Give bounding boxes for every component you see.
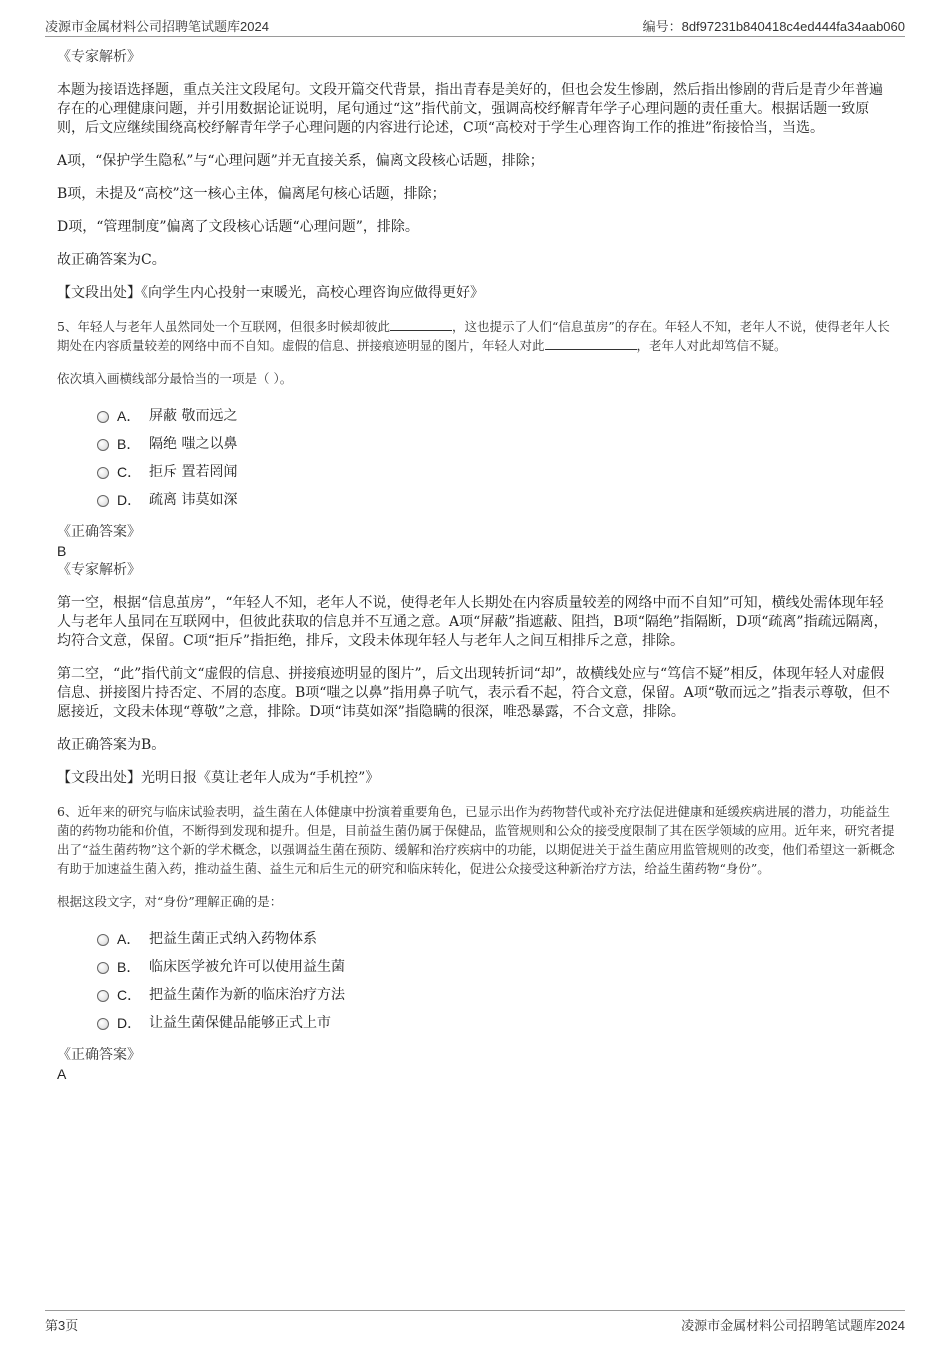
header-serial: 编号：8df97231b840418c4ed444fa34aab060 bbox=[642, 19, 905, 34]
page-header bbox=[45, 14, 905, 37]
radio-icon[interactable] bbox=[97, 934, 109, 946]
radio-icon[interactable] bbox=[97, 962, 109, 974]
header-title: 凌源市金属材料公司招聘笔试题库2024 bbox=[45, 19, 269, 34]
option-text: 临床医学被允许可以使用益生菌 bbox=[149, 959, 345, 975]
q5-source: 【文段出处】光明日报《莫让老年人成为“手机控”》 bbox=[57, 770, 380, 786]
footer-page-number: 第3页 bbox=[45, 1318, 79, 1333]
q6-option-a[interactable] bbox=[97, 925, 895, 953]
option-text: 疏离 讳莫如深 bbox=[149, 492, 238, 508]
footer-title: 凌源市金属材料公司招聘笔试题库2024 bbox=[681, 1318, 905, 1333]
radio-icon[interactable] bbox=[97, 495, 109, 507]
q5-stem-part2: ，这也提示了人们“信息茧房”的存在。年轻人不知，老年人不说，使得老年人长期处在内容质量较差的网络中而不自知。虚假的信息、拼接痕迹明显的图片，年轻人对此 bbox=[57, 319, 890, 353]
option-letter: D． bbox=[117, 1015, 142, 1031]
option-text: 屏蔽 敬而远之 bbox=[149, 408, 238, 424]
q4-conclusion: 故正确答案为C。 bbox=[57, 252, 166, 268]
q6-stem: 6、近年来的研究与临床试验表明，益生菌在人体健康中扮演着重要角色，已显示出作为药物替代或补充疗法促进健康和延缓疾病进展的潜力，功能益生菌的药物功能和价值，不断得到发现和提升。但是，目前益生菌仍属于保健品，监管规则和公众的接受度限制了其在医学领域的应用。近年来，研究者提出了“益生菌药物”这个新的学术概念，以强调益生菌在预防、缓解和治疗疾病中的功能，以期促进关于益生菌应用监管规则的改变，他们希望这一新概念有助于加速益生菌入药，推动益生菌、益生元和后生元的研究和临床转化，促进公众接受这种新治疗方法，给益生菌药物“身份”。 bbox=[57, 804, 895, 876]
q6-option-b[interactable] bbox=[97, 953, 895, 981]
option-text: 把益生菌作为新的临床治疗方法 bbox=[149, 987, 345, 1003]
option-text: 拒斥 置若罔闻 bbox=[149, 464, 238, 480]
q5-blank-1 bbox=[390, 318, 452, 331]
option-text: 让益生菌保健品能够正式上市 bbox=[149, 1015, 331, 1031]
q4-expert-label: 《专家解析》 bbox=[57, 49, 141, 65]
option-letter: C． bbox=[117, 987, 142, 1003]
option-letter: B． bbox=[117, 436, 141, 452]
q5-options bbox=[57, 402, 895, 514]
option-letter: C． bbox=[117, 464, 142, 480]
q4-analysis-option-d: D项，“管理制度”偏离了文段核心话题“心理问题”，排除。 bbox=[57, 219, 419, 235]
q6-option-c[interactable] bbox=[97, 981, 895, 1009]
radio-icon[interactable] bbox=[97, 990, 109, 1002]
q5-stem-part3: ，老年人对此却笃信不疑。 bbox=[636, 338, 787, 353]
q5-expert-label: 《专家解析》 bbox=[57, 562, 141, 578]
q5-blank-2 bbox=[545, 337, 637, 350]
q6-option-d[interactable] bbox=[97, 1009, 895, 1037]
q5-conclusion: 故正确答案为B。 bbox=[57, 737, 166, 753]
option-letter: B． bbox=[117, 959, 141, 975]
option-text: 把益生菌正式纳入药物体系 bbox=[149, 931, 317, 947]
q6-answer-label: 《正确答案》 bbox=[57, 1047, 141, 1063]
q5-option-c[interactable] bbox=[97, 458, 895, 486]
q5-analysis-paragraph-1: 第一空，根据“信息茧房”，“年轻人不知，老年人不说，使得老年人长期处在内容质量较差的网络中而不自知”可知，横线处需体现年轻人与老年人虽同在互联网中，但彼此获取的信息并不互通之意。A项“屏蔽”指遮蔽、阻挡，B项“隔绝”指隔断，D项“疏离”指疏远隔离，均符合文意，保留。C项“拒斥”指拒绝，排斥，文段未体现年轻人与老年人之间互相排斥之意，排除。 bbox=[57, 595, 888, 649]
page-footer bbox=[45, 1310, 905, 1332]
q5-option-b[interactable] bbox=[97, 430, 895, 458]
page-content bbox=[57, 47, 895, 1083]
q5-analysis-paragraph-2: 第二空，“此”指代前文“虚假的信息、拼接痕迹明显的图片”，后文出现转折词“却”，故横线处应与“笃信不疑”相反，体现年轻人对虚假信息、拼接图片持否定、不屑的态度。B项“嗤之以鼻”指用鼻子吭气，表示看不起，符合文意，保留。A项“敬而远之”指表示尊敬，但不愿接近，文段未体现“尊敬”之意，排除。D项“讳莫如深”指隐瞒的很深，唯恐暴露，不合文意，排除。 bbox=[57, 666, 891, 720]
q6-options bbox=[57, 925, 895, 1037]
radio-icon[interactable] bbox=[97, 1018, 109, 1030]
radio-icon[interactable] bbox=[97, 439, 109, 451]
option-letter: A． bbox=[117, 408, 141, 424]
q5-option-a[interactable] bbox=[97, 402, 895, 430]
q5-prompt: 依次填入画横线部分最恰当的一项是（ ）。 bbox=[57, 371, 293, 386]
q4-analysis-paragraph: 本题为接语选择题，重点关注文段尾句。文段开篇交代背景，指出青春是美好的，但也会发生惨剧，然后指出惨剧的背后是青少年普遍存在的心理健康问题，并引用数据论证说明，尾句通过“这”指代前文，强调高校纾解青年学子心理问题的责任重大。根据话题一致原则，后文应继续围绕高校纾解青年学子心理问题的内容进行论述，C项“高校对于学生心理咨询工作的推进”衔接恰当，当选。 bbox=[57, 82, 883, 136]
q4-source: 【文段出处】《向学生内心投射一束暖光，高校心理咨询应做得更好》 bbox=[57, 285, 484, 301]
radio-icon[interactable] bbox=[97, 467, 109, 479]
q4-analysis-option-a: A项，“保护学生隐私”与“心理问题”并无直接关系，偏离文段核心话题，排除； bbox=[57, 153, 544, 169]
option-letter: A． bbox=[117, 931, 141, 947]
option-text: 隔绝 嗤之以鼻 bbox=[149, 436, 238, 452]
q5-option-d[interactable] bbox=[97, 486, 895, 514]
q5-answer: B bbox=[57, 543, 67, 559]
option-letter: D． bbox=[117, 492, 142, 508]
q6-prompt: 根据这段文字，对“身份”理解正确的是： bbox=[57, 894, 283, 909]
q5-stem bbox=[57, 317, 895, 355]
q6-answer: A bbox=[57, 1066, 67, 1082]
q5-stem-part1: 5、年轻人与老年人虽然同处一个互联网，但很多时候却彼此 bbox=[57, 319, 390, 334]
radio-icon[interactable] bbox=[97, 411, 109, 423]
q4-analysis-option-b: B项，未提及“高校”这一核心主体，偏离尾句核心话题，排除； bbox=[57, 186, 446, 202]
q5-answer-label: 《正确答案》 bbox=[57, 524, 141, 540]
